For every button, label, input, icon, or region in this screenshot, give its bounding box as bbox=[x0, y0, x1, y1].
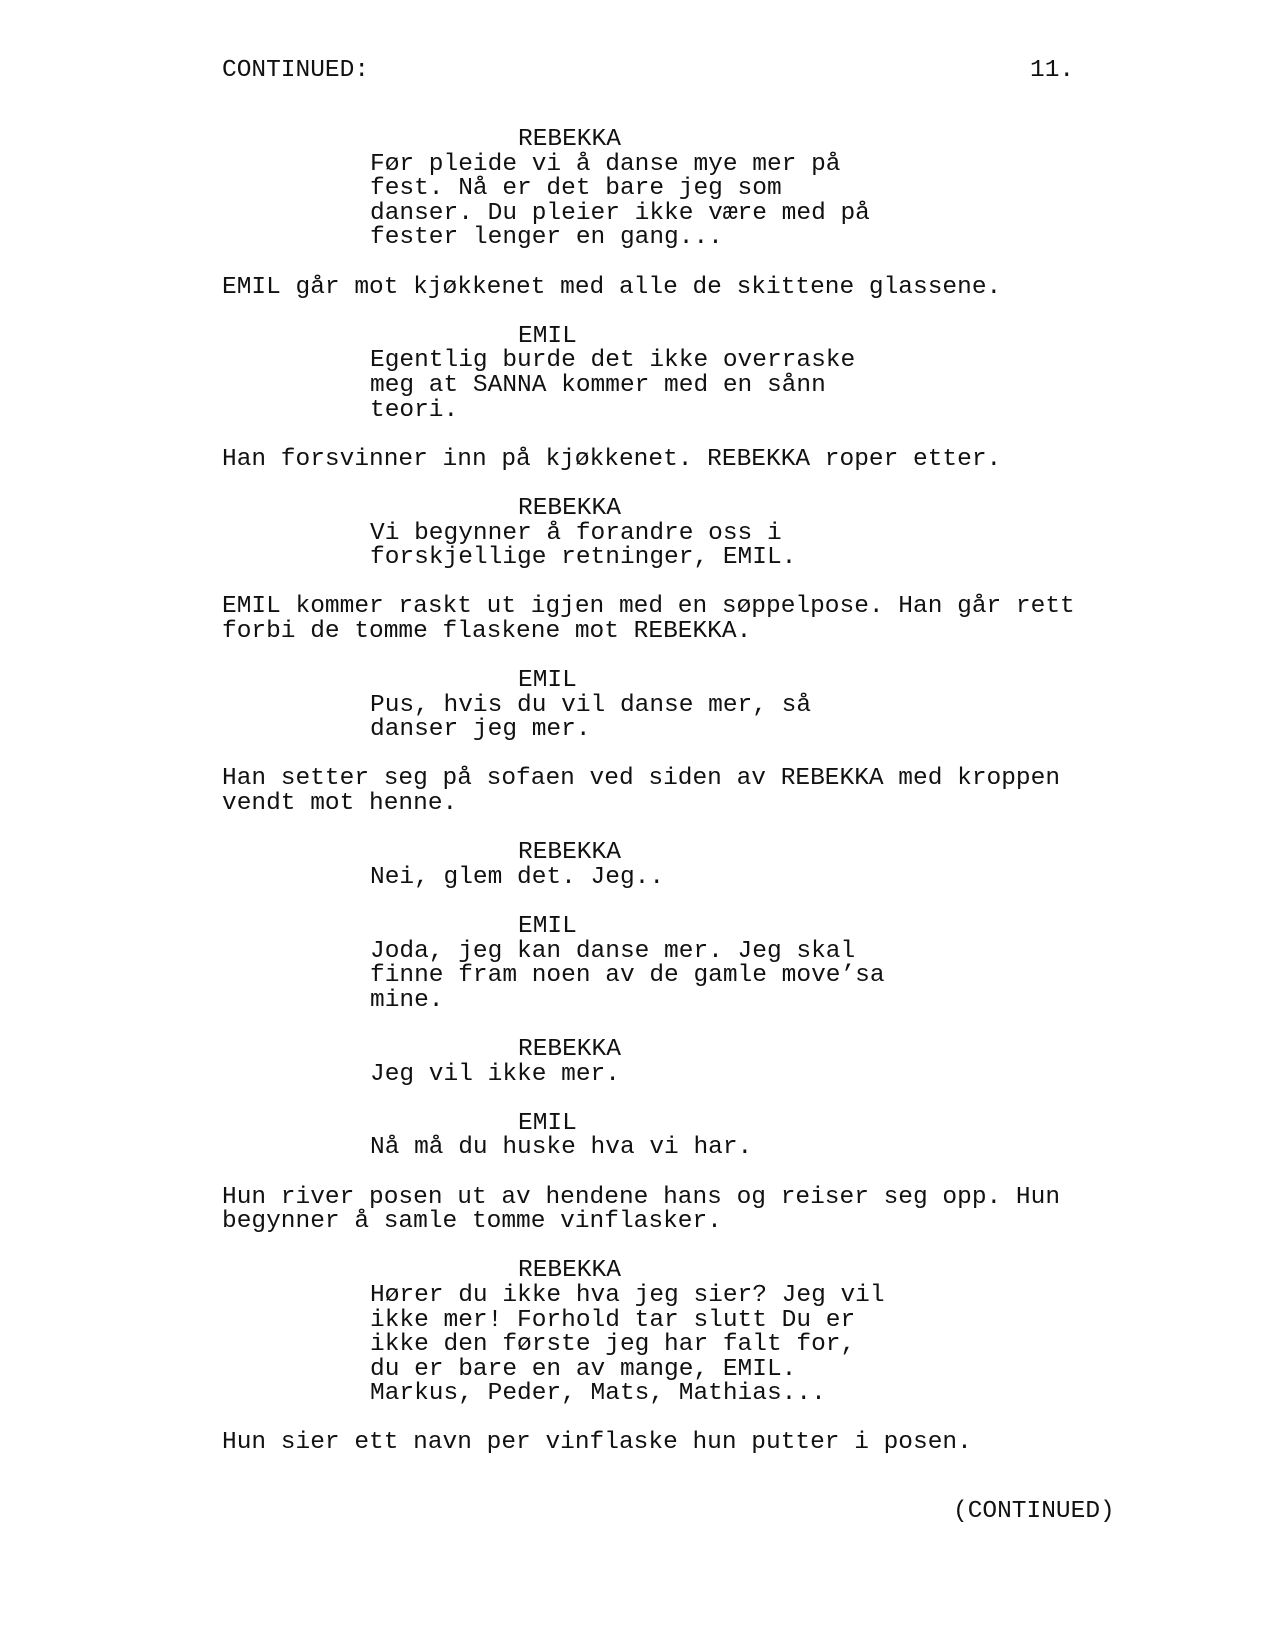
dialogue-block bbox=[222, 1035, 1122, 1088]
action-block bbox=[222, 767, 1122, 816]
character-name: EMIL bbox=[518, 1109, 577, 1137]
dialogue-line: Før pleide vi å danse mye mer på bbox=[370, 150, 841, 178]
action-block bbox=[222, 1183, 1122, 1236]
spacer bbox=[222, 1407, 1122, 1432]
spacer bbox=[222, 472, 1122, 497]
action-line: Hun sier ett navn per vinflaske hun putter i posen. bbox=[222, 1429, 972, 1457]
spacer bbox=[222, 1161, 1122, 1186]
dialogue-block bbox=[222, 1109, 1122, 1162]
dialogue-line: mine. bbox=[370, 986, 444, 1014]
dialogue-line: fest. Nå er det bare jeg som bbox=[370, 175, 782, 203]
dialogue-line: Hører du ikke hva jeg sier? Jeg vil bbox=[370, 1281, 885, 1309]
footer-continued: (CONTINUED) bbox=[953, 1498, 1115, 1525]
spacer bbox=[222, 644, 1122, 669]
spacer bbox=[222, 817, 1122, 842]
header-continued: CONTINUED: bbox=[222, 57, 370, 84]
action-line: forbi de tomme flaskene mot REBEKKA. bbox=[222, 617, 752, 645]
dialogue-line: Egentlig burde det ikke overraske bbox=[370, 347, 856, 375]
spacer bbox=[222, 743, 1122, 768]
dialogue-line: Pus, hvis du vil danse mer, så bbox=[370, 691, 812, 719]
character-name: REBEKKA bbox=[518, 126, 621, 153]
action-block bbox=[222, 273, 1122, 301]
dialogue-block bbox=[222, 322, 1122, 424]
action-line: vendt mot henne. bbox=[222, 790, 458, 818]
character-name: EMIL bbox=[518, 913, 577, 940]
dialogue-line: finne fram noen av de gamle move’sa bbox=[370, 962, 885, 990]
dialogue-line: danser jeg mer. bbox=[370, 716, 591, 744]
screenplay-body bbox=[222, 128, 1122, 1456]
action-block bbox=[222, 595, 1122, 644]
action-line: EMIL går mot kjøkkenet med alle de skittene glassene. bbox=[222, 273, 1002, 301]
dialogue-line: Joda, jeg kan danse mer. Jeg skal bbox=[370, 937, 856, 965]
dialogue-line: ikke mer! Forhold tar slutt Du er bbox=[370, 1306, 856, 1334]
page-number: 11. bbox=[1030, 57, 1075, 84]
action-line: begynner å samle tomme vinflasker. bbox=[222, 1208, 722, 1236]
dialogue-block bbox=[222, 669, 1122, 743]
dialogue-block bbox=[222, 1259, 1122, 1407]
dialogue-block bbox=[222, 494, 1122, 572]
dialogue-line: Nei, glem det. Jeg.. bbox=[370, 863, 665, 891]
dialogue-line: teori. bbox=[370, 396, 459, 424]
action-line: Han setter seg på sofaen ved siden av REBEKKA med kroppen bbox=[222, 765, 1061, 793]
spacer bbox=[222, 1235, 1122, 1260]
spacer bbox=[222, 423, 1122, 448]
character-name: EMIL bbox=[518, 667, 577, 695]
dialogue-line: fester lenger en gang... bbox=[370, 224, 723, 252]
spacer bbox=[222, 300, 1122, 325]
spacer bbox=[222, 571, 1122, 596]
action-line: Han forsvinner inn på kjøkkenet. REBEKKA roper etter. bbox=[222, 445, 1002, 473]
spacer bbox=[222, 890, 1122, 915]
dialogue-line: danser. Du pleier ikke være med på bbox=[370, 199, 870, 227]
action-line: EMIL kommer raskt ut igjen med en søppelpose. Han går rett bbox=[222, 593, 1075, 621]
character-name: REBEKKA bbox=[518, 1035, 621, 1063]
dialogue-line: Vi begynner å forandre oss i bbox=[370, 519, 782, 547]
spacer bbox=[222, 1013, 1122, 1038]
dialogue-line: Markus, Peder, Mats, Mathias... bbox=[370, 1380, 826, 1408]
action-block bbox=[222, 445, 1122, 473]
dialogue-line: forskjellige retninger, EMIL. bbox=[370, 544, 797, 572]
dialogue-block bbox=[222, 841, 1122, 890]
dialogue-block bbox=[222, 915, 1122, 1013]
dialogue-line: meg at SANNA kommer med en sånn bbox=[370, 371, 826, 399]
action-block bbox=[222, 1431, 1122, 1456]
character-name: REBEKKA bbox=[518, 1257, 621, 1285]
dialogue-line: ikke den første jeg har falt for, bbox=[370, 1331, 856, 1359]
dialogue-line: Jeg vil ikke mer. bbox=[370, 1060, 620, 1088]
dialogue-line: du er bare en av mange, EMIL. bbox=[370, 1355, 797, 1383]
spacer bbox=[222, 1087, 1122, 1112]
character-name: EMIL bbox=[518, 322, 577, 350]
spacer bbox=[222, 251, 1122, 276]
action-line: Hun river posen ut av hendene hans og reiser seg opp. Hun bbox=[222, 1183, 1061, 1211]
dialogue-block bbox=[222, 128, 1122, 251]
character-name: REBEKKA bbox=[518, 494, 621, 522]
dialogue-line: Nå må du huske hva vi har. bbox=[370, 1134, 753, 1162]
character-name: REBEKKA bbox=[518, 839, 621, 867]
